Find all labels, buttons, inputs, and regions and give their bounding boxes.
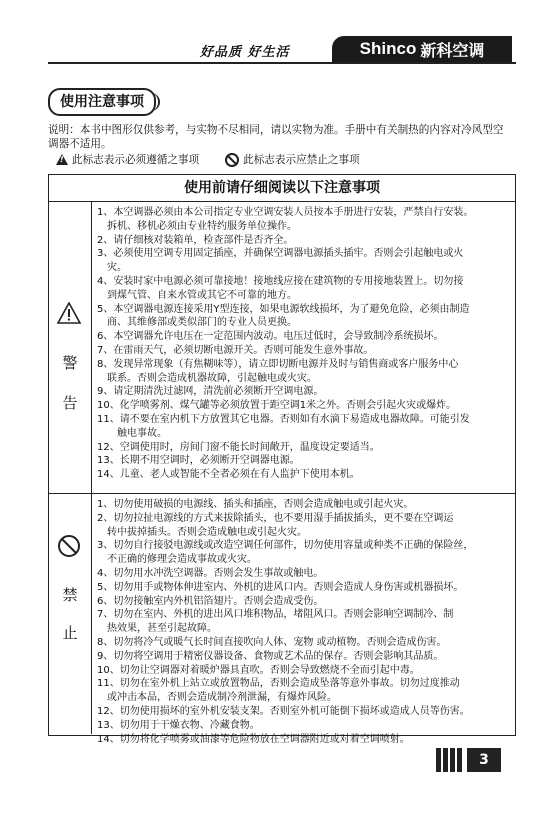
brand-logo (332, 36, 512, 62)
list-item: 12、空调使用时，房间门窗不能长时间敞开，温度设定要适当。 (97, 441, 380, 453)
list-item: 7、在雷雨天气，必须切断电源开关。否则可能发生意外事故。 (97, 344, 374, 356)
page-indicator (436, 748, 501, 772)
legend-prohibit (225, 152, 360, 167)
list-item: 到煤气管、自来水管或其它不可靠的地方。 (97, 289, 297, 301)
warning-items (97, 206, 509, 482)
list-item: 9、切勿将空调用于精密仪器设备、食物或艺术品的保存。否则会影响其品质。 (97, 650, 444, 662)
legend-warning (56, 152, 199, 167)
page-bar (436, 748, 441, 772)
symbol-legend (56, 152, 360, 167)
brand-name-en: Shinco (359, 39, 417, 58)
list-item: 不正确的修理会造成事故或火灾。 (97, 554, 257, 566)
prohibit-label-1: 禁 (62, 586, 78, 604)
list-item: 拆机、移机必须由专业特约服务单位操作。 (97, 220, 297, 232)
list-item: 或冲击本品，否则会造成制冷剂泄漏，有爆炸风险。 (97, 692, 337, 704)
list-item: 6、切勿接触室内外机铝箔翅片。否则会造成受伤。 (97, 595, 324, 607)
page-bar (457, 748, 462, 772)
list-item: 热效果，甚至引起故障。 (97, 623, 217, 635)
list-item: 3、必须使用空调专用固定插座，并确保空调器电源插头插牢。否则会引起触电或火 (97, 248, 464, 260)
list-item: 2、切勿拉扯电源线的方式来拔除插头，也不要用湿手插拔插头，更不要在空调运 (97, 512, 454, 524)
page-number: 3 (467, 748, 501, 772)
prohibit-icon (225, 153, 239, 167)
prohibit-icon (57, 534, 81, 558)
prohibit-section (49, 494, 515, 745)
list-item: 1、切勿使用破损的电源线、插头和插座，否则会造成触电或引起火灾。 (97, 499, 414, 510)
list-item: 触电事故。 (97, 427, 167, 439)
warning-label-1: 警 (62, 354, 78, 372)
list-item: 6、本空调器允许电压在一定范围内波动。电压过低时，会导致制冷系统损坏。 (97, 331, 444, 343)
warning-label-2: 告 (62, 394, 78, 412)
prohibit-side-panel (49, 494, 92, 734)
list-item: 14、儿童、老人或智能不全者必须在有人监护下使用本机。 (97, 469, 360, 481)
list-item: 3、切勿自行接驳电源线或改造空调任何部件，切勿使用容量或种类不正确的保险丝， (97, 540, 474, 552)
list-item: 2、请仔细核对装箱单，检查部件是否齐全。 (97, 234, 294, 246)
list-item: 灾。 (97, 262, 127, 274)
list-item: 14、切勿将化学喷雾或油漆等危险物放在空调器附近或对着空调喷射。 (97, 733, 410, 745)
list-item: 12、切勿使用损坏的室外机安装支架。否则室外机可能倒下损坏或造成人员等伤害。 (97, 705, 470, 717)
page-bar (443, 748, 448, 772)
prohibit-label-2: 止 (62, 624, 78, 642)
list-item: 联系。否则会造成机器故障，引起触电或火灾。 (97, 372, 317, 384)
list-item: 10、切勿让空调器对着暖炉器具直吹。否则会导致燃烧不全而引起中毒。 (97, 664, 420, 676)
list-item: 商、其维修部或类似部门的专业人员更换。 (97, 317, 297, 329)
disclaimer-note: 说明：本书中图形仅供参考，与实物不尽相同，请以实物为准。手册中有关制热的内容对冷风型空调器不适用。 (48, 124, 504, 150)
list-item: 10、化学喷雾剂、煤气罐等必须放置于距空调1米之外。否则会引起火灾或爆炸。 (97, 400, 457, 412)
list-item: 4、切勿用水冲洗空调器。否则会发生事故或触电。 (97, 567, 324, 579)
warning-section (49, 202, 515, 494)
list-item: 11、切勿在室外机上站立或放置物品，否则会造成坠落等意外事故。切勿过度推动 (97, 678, 460, 690)
slogan: 好品质 好生活 (200, 45, 290, 60)
list-item: 8、切勿将冷气或暖气长时间直接吹向人体、宠物 或动植物。否则会造成伤害。 (97, 636, 447, 648)
warning-icon (57, 302, 81, 324)
legend-warning-text: 此标志表示必须遵循之事项 (72, 154, 200, 166)
list-item: 4、安装时家中电源必须可靠接地！接地线应接在建筑物的专用接地装置上。切勿接 (97, 275, 464, 287)
legend-prohibit-text: 此标志表示应禁止之事项 (243, 154, 360, 166)
prohibit-items (97, 498, 509, 746)
list-item: 转中拔掉插头。否则会造成触电或引起火灾。 (97, 526, 307, 538)
warning-side-panel (49, 202, 92, 493)
list-item: 8、发现异常现象（有焦糊味等），请立即切断电源并及时与销售商或客户服务中心 (97, 358, 459, 370)
list-item: 7、切勿在室内、外机的进出风口堆积物品，堵阻风口。否则会影响空调制冷、制 (97, 609, 454, 621)
list-item: 11、请不要在室内机下方放置其它电器。否则如有水滴下易造成电器故障。可能引发 (97, 413, 470, 425)
list-item: 9、请定期清洗过滤网，清洗前必须断开空调电源。 (97, 386, 324, 398)
page-bar (450, 748, 455, 772)
table-heading: 使用前请仔细阅读以下注意事项 (49, 175, 515, 202)
list-item: 5、切勿用手或物体伸进室内、外机的进风口内。否则会造成人身伤害或机器损坏。 (97, 581, 464, 593)
brand-name-cn: 新科空调 (420, 40, 485, 60)
section-title: 使用注意事项 (48, 88, 156, 116)
precautions-table (48, 174, 516, 745)
header-rule (48, 62, 516, 64)
warning-icon (56, 154, 68, 165)
list-item: 13、长期不用空调时，必须断开空调器电源。 (97, 455, 300, 467)
list-item: 13、切勿用于干燥衣物、冷藏食物。 (97, 719, 260, 731)
list-item: 5、本空调器电源连接采用Y型连接，如果电源软线损坏，为了避免危险，必须由制造 (97, 303, 470, 315)
list-item: 1、本空调器必须由本公司指定专业空调安装人员按本手册进行安装，严禁自行安装。 (97, 207, 474, 218)
